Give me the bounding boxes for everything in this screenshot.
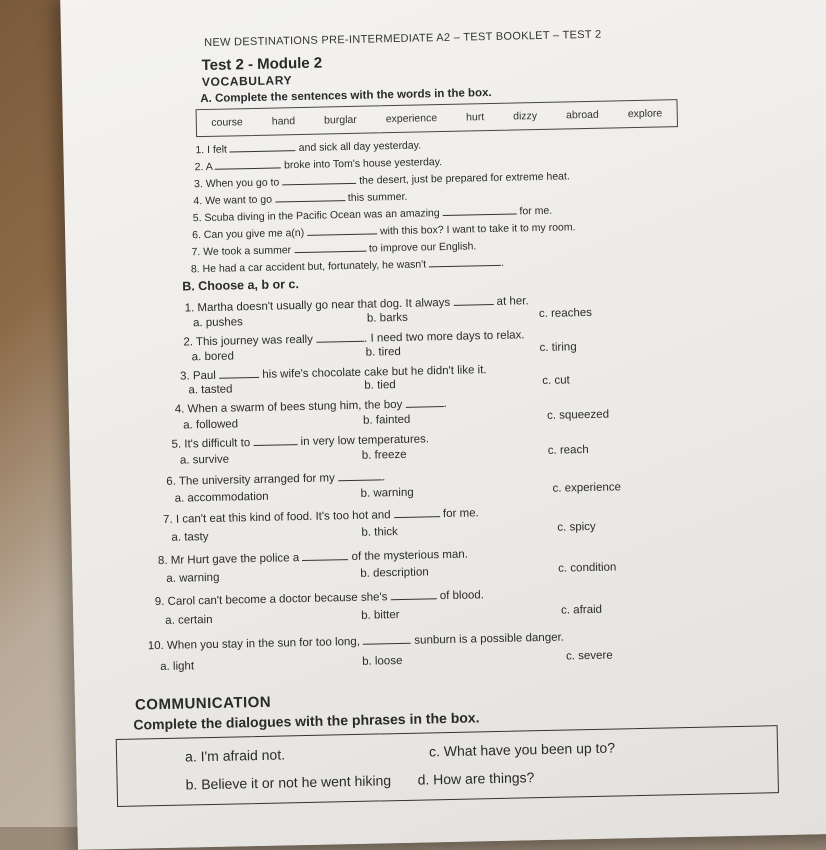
- option-a: a. tasted: [188, 383, 233, 397]
- word-item: course: [211, 116, 243, 129]
- option-b: b. loose: [362, 654, 403, 668]
- option-a: a. certain: [165, 613, 213, 627]
- option-c: c. condition: [558, 561, 617, 575]
- option-b: b. barks: [366, 311, 408, 325]
- question-b5: 5. It's difficult to in very low temperatures.: [171, 433, 430, 451]
- word-item: experience: [385, 112, 438, 126]
- booklet-header: NEW DESTINATIONS PRE-INTERMEDIATE A2 – TEST BOOKLET – TEST 2: [204, 28, 602, 49]
- option-c: c. squeezed: [546, 408, 610, 422]
- question-b4: 4. When a swarm of bees stung him, the boy .: [174, 397, 447, 416]
- question-b2: 2. This journey was really . I need two more days to relax.: [183, 329, 525, 349]
- option-a: a. accommodation: [174, 490, 269, 505]
- word-item: dizzy: [513, 110, 538, 123]
- sentence-a8: 8. He had a car accident but, fortunately, he wasn't .: [190, 256, 505, 276]
- option-b: b. description: [360, 566, 429, 580]
- option-b: b. fainted: [362, 413, 411, 427]
- sentence-a5: 5. Scuba diving in the Pacific Ocean was an amazing for me.: [192, 204, 553, 225]
- option-a: a. survive: [179, 453, 230, 467]
- option-a: a. pushes: [192, 316, 243, 330]
- option-b: b. warning: [360, 486, 414, 500]
- option-a: a. light: [160, 660, 195, 674]
- page-title: Test 2 - Module 2: [201, 54, 323, 75]
- option-a: a. bored: [191, 350, 235, 364]
- option-c: c. reaches: [538, 306, 593, 321]
- option-a: a. followed: [183, 418, 239, 432]
- word-item: hand: [271, 115, 296, 128]
- phrase-item: c. What have you been up to?: [428, 739, 616, 760]
- option-c: c. spicy: [557, 520, 596, 534]
- sentence-a6: 6. Can you give me a(n) with this box? I want to take it to my room.: [192, 221, 576, 242]
- question-b3: 3. Paul his wife's chocolate cake but he didn't like it.: [179, 364, 487, 383]
- sentence-a2: 2. A broke into Tom's house yesterday.: [194, 156, 443, 174]
- communication-heading: COMMUNICATION: [134, 693, 272, 714]
- word-item: explore: [627, 107, 663, 121]
- option-c: c. severe: [565, 649, 613, 663]
- word-box: [196, 99, 678, 137]
- section-a-instruction: A. Complete the sentences with the words in the box.: [200, 86, 492, 106]
- communication-instruction: Complete the dialogues with the phrases in the box.: [133, 709, 480, 733]
- phrase-item: a. I'm afraid not.: [184, 746, 286, 765]
- option-b: b. thick: [361, 526, 398, 539]
- question-b10: 10. When you stay in the sun for too long, sunburn is a possible danger.: [147, 631, 565, 653]
- question-b7: 7. I can't eat this kind of food. It's too hot and for me.: [162, 507, 479, 526]
- phrase-box: [116, 725, 779, 807]
- word-item: hurt: [465, 111, 485, 124]
- question-b6: 6. The university arranged for my .: [166, 471, 386, 488]
- option-c: c. cut: [542, 374, 570, 387]
- test-sheet: [60, 0, 826, 850]
- word-item: burglar: [323, 113, 357, 127]
- option-c: c. afraid: [560, 603, 603, 617]
- option-b: b. tied: [364, 379, 396, 392]
- option-b: b. tired: [365, 345, 401, 359]
- sentence-a4: 4. We want to go this summer.: [193, 190, 408, 208]
- option-c: c. tiring: [539, 341, 577, 355]
- sentence-a7: 7. We took a summer to improve our English.: [191, 240, 477, 259]
- question-b9: 9. Carol can't become a doctor because she's of blood.: [154, 589, 485, 609]
- option-a: a. warning: [166, 571, 220, 585]
- section-b-instruction: B. Choose a, b or c.: [182, 277, 300, 294]
- option-a: a. tasty: [171, 531, 209, 544]
- section-subtitle: VOCABULARY: [201, 73, 293, 90]
- phrase-item: b. Believe it or not he went hiking: [185, 772, 392, 793]
- option-b: b. bitter: [361, 609, 400, 622]
- question-b1: 1. Martha doesn't usually go near that dog. It always at her.: [184, 295, 529, 315]
- option-c: c. experience: [552, 481, 622, 495]
- option-c: c. reach: [547, 444, 589, 457]
- option-b: b. freeze: [361, 448, 407, 462]
- word-item: abroad: [565, 108, 599, 122]
- phrase-item: d. How are things?: [417, 769, 535, 788]
- sentence-a1: 1. I felt and sick all day yesterday.: [195, 139, 422, 157]
- question-b8: 8. Mr Hurt gave the police a of the mysterious man.: [157, 548, 469, 568]
- sentence-a3: 3. When you go to the desert, just be prepared for extreme heat.: [193, 170, 570, 191]
